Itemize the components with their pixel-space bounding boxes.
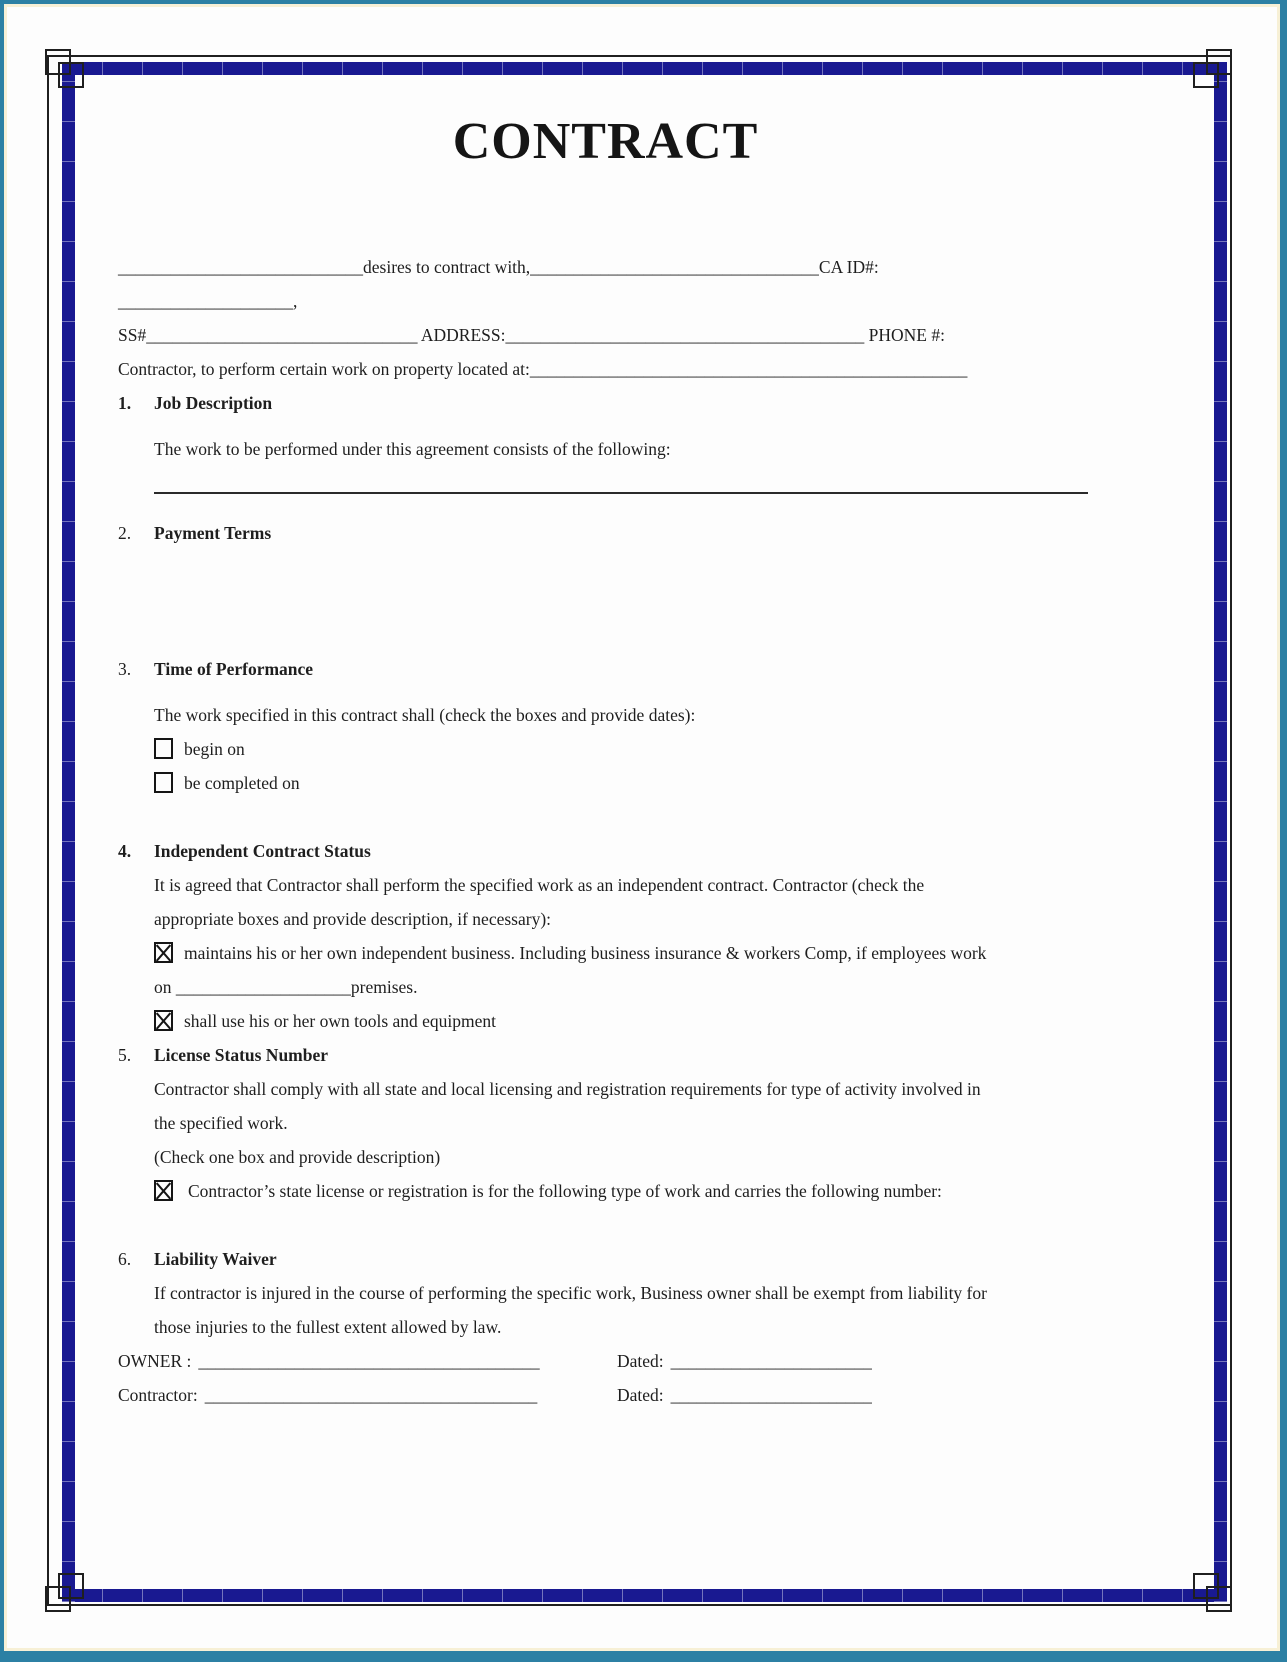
section-body-line: the specified work. <box>154 1113 288 1133</box>
page-title: CONTRACT <box>452 113 759 170</box>
section-title: Independent Contract Status <box>154 841 371 861</box>
checkbox-row-independent-business <box>154 936 1093 970</box>
owner-dated-blank: _______________________ <box>670 1351 872 1371</box>
section-title: Job Description <box>154 393 273 413</box>
owner-dated-field <box>617 1344 872 1378</box>
checkbox-row-own-tools <box>154 1004 1093 1038</box>
section-heading-liability-waiver <box>118 1242 1093 1276</box>
checkbox-row-state-license <box>154 1174 1093 1208</box>
section-heading-license-status-number <box>118 1038 1093 1072</box>
checkbox-row-be-completed-on <box>154 766 1093 800</box>
section-body-line: The work to be performed under this agreement consists of the following: <box>154 439 671 459</box>
corner-ornament-icon <box>1193 62 1219 88</box>
dated-label: Dated: <box>617 1351 664 1371</box>
section-number: 2. <box>118 523 132 543</box>
checkbox-unchecked[interactable] <box>154 738 173 759</box>
checkbox-unchecked[interactable] <box>154 772 173 793</box>
section-number: 4. <box>118 841 132 861</box>
corner-ornament-icon <box>58 62 84 88</box>
checkbox-checked[interactable] <box>154 1180 173 1201</box>
checkbox-label-continuation: on ____________________premises. <box>154 977 418 997</box>
section-body-line: The work specified in this contract shall (check the boxes and provide dates): <box>154 705 696 725</box>
section-body-line: appropriate boxes and provide description, if necessary): <box>154 909 552 929</box>
section-note: (Check one box and provide description) <box>154 1147 441 1167</box>
checkbox-checked[interactable] <box>154 1010 173 1031</box>
checkbox-label: maintains his or her own independent business. Including business insurance & workers Comp, if employees work <box>184 943 987 963</box>
contractor-dated-blank: _______________________ <box>670 1385 872 1405</box>
dated-label: Dated: <box>617 1385 664 1405</box>
section-title: License Status Number <box>154 1045 329 1065</box>
navy-border-top <box>62 62 1227 75</box>
section-heading-job-description <box>118 386 1093 420</box>
intro-line: ____________________________desires to contract with,_________________________________CA ID#: <box>118 257 879 277</box>
section-body-line: Contractor shall comply with all state and local licensing and registration requirements for type of activity involved in <box>154 1079 981 1099</box>
intro-line: ____________________, <box>118 291 298 311</box>
checkbox-checked[interactable] <box>154 942 173 963</box>
contractor-label: Contractor: <box>118 1385 198 1405</box>
checkbox-label: begin on <box>184 739 245 759</box>
contractor-signature-blank: ______________________________________ <box>204 1385 538 1405</box>
checkbox-row-begin-on <box>154 732 1093 766</box>
navy-border-left <box>62 62 75 1602</box>
document-content <box>118 112 1093 1412</box>
section-number: 5. <box>118 1045 132 1065</box>
intro-paragraph <box>118 250 1093 386</box>
checkbox-label: be completed on <box>184 773 300 793</box>
owner-signature-blank: _______________________________________ <box>198 1351 540 1371</box>
checkbox-label: shall use his or her own tools and equipment <box>184 1011 497 1031</box>
section-body-line: It is agreed that Contractor shall perform the specified work as an independent contract. Contractor (check the <box>154 875 925 895</box>
section-body-line: those injuries to the fullest extent allowed by law. <box>154 1317 502 1337</box>
section-heading-independent-contract-status <box>118 834 1093 868</box>
section-number: 3. <box>118 659 132 679</box>
intro-line: SS#_______________________________ ADDRESS:_________________________________________ PHONE #: <box>118 325 945 345</box>
contractor-signature-row <box>118 1378 1093 1412</box>
checkbox-label: Contractor’s state license or registration is for the following type of work and carries the following number: <box>188 1181 942 1201</box>
section-title: Time of Performance <box>154 659 314 679</box>
section-heading-time-of-performance <box>118 652 1093 686</box>
corner-ornament-icon <box>58 1573 84 1599</box>
owner-label: OWNER : <box>118 1351 192 1371</box>
section-body-line: If contractor is injured in the course of performing the specific work, Business owner shall be exempt from liability for <box>154 1283 987 1303</box>
navy-border-right <box>1214 62 1227 1602</box>
section-number: 6. <box>118 1249 132 1269</box>
contractor-signature-field <box>118 1378 617 1412</box>
section-heading-payment-terms <box>118 516 1093 550</box>
corner-ornament-icon <box>1193 1573 1219 1599</box>
fill-in-blank-line <box>154 466 1088 494</box>
intro-line: Contractor, to perform certain work on property located at:__________________________________________________ <box>118 359 968 379</box>
owner-signature-row <box>118 1344 1093 1378</box>
section-title: Liability Waiver <box>154 1249 277 1269</box>
section-number: 1. <box>118 393 132 413</box>
contractor-dated-field <box>617 1378 872 1412</box>
navy-border-bottom <box>62 1589 1227 1602</box>
owner-signature-field <box>118 1344 617 1378</box>
section-title: Payment Terms <box>154 523 272 543</box>
